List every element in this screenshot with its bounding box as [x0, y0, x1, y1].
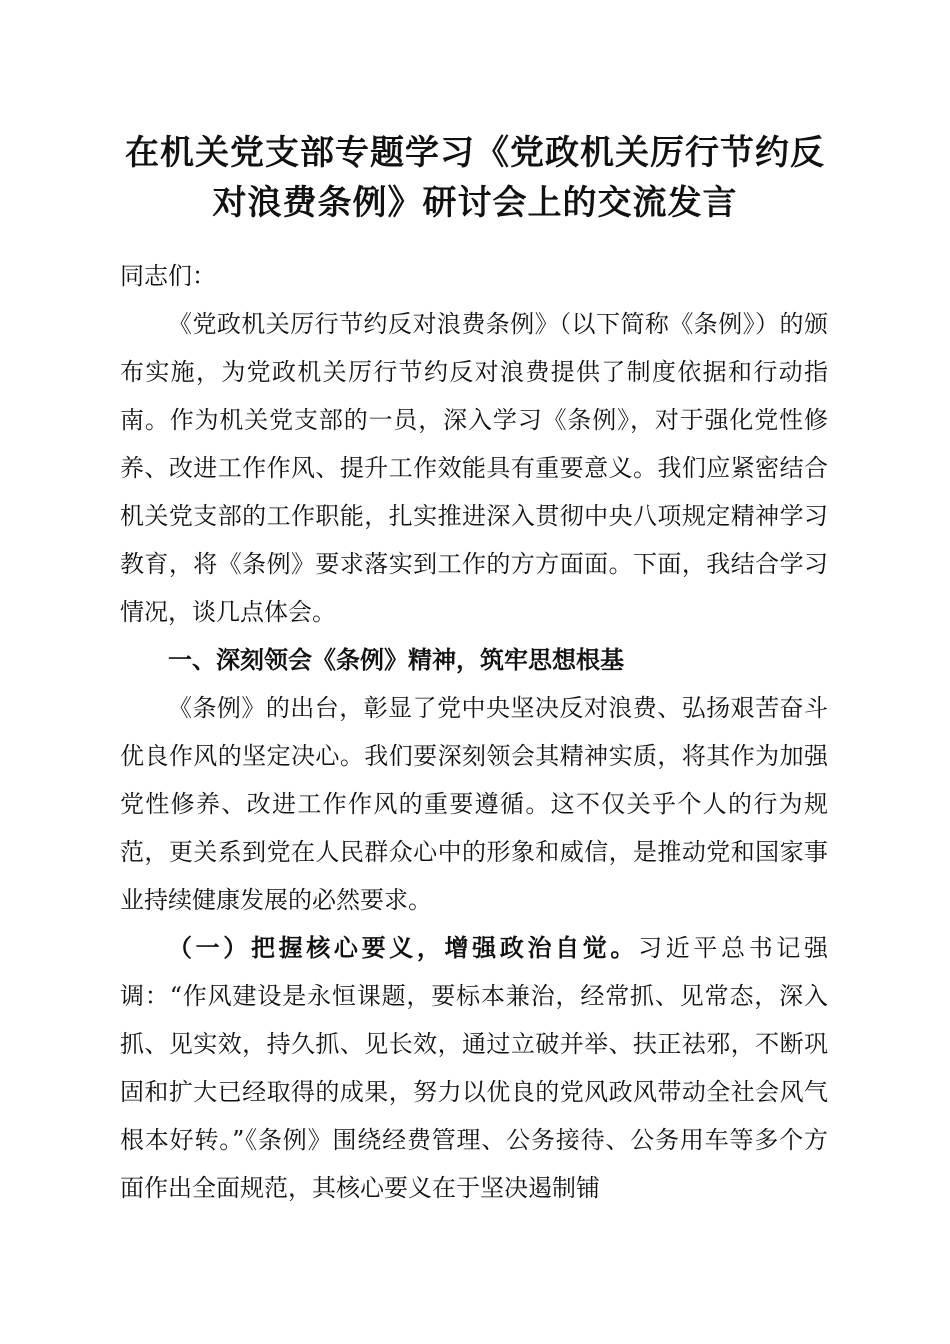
intro-paragraph: 《党政机关厉行节约反对浪费条例》（以下简称《条例》）的颁布实施，为党政机关厉行节约反对浪费提供了制度依据和行动指南。作为机关党支部的一员，深入学习《条例》，对于强化党性修养、改进工作作风、提升工作效能具有重要意义。我们应紧密结合机关党支部的工作职能，扎实推进深入贯彻中央八项规定精神学习教育，将《条例》要求落实到工作的方方面面。下面，我结合学习情况，谈几点体会。: [120, 310, 828, 626]
subsection-1-text: 习近平总书记强调：“作风建设是永恒课题，要标本兼治，经常抓、见常态，深入抓、见实效，持久抓、见长效，通过立破并举、扶正祛邪，不断巩固和扩大已经取得的成果，努力以优良的党风政风带动全社会风气根本好转。”《条例》围绕经费管理、公务接待、公务用车等多个方面作出全面规范，其核心要义在于坚决遏制铺: [120, 934, 829, 1202]
salutation: 同志们：: [120, 262, 216, 290]
section-1-paragraph: 《条例》的出台，彰显了党中央坚决反对浪费、弘扬艰苦奋斗优良作风的坚定决心。我们要深刻领会其精神实质，将其作为加强党性修养、改进工作作风的重要遵循。这不仅关乎个人的行为规范，更关系到党在人民群众心中的形象和威信，是推动党和国家事业持续健康发展的必然要求。: [120, 694, 828, 914]
section-heading-1: 一、深刻领会《条例》精神，筑牢思想根基: [168, 646, 624, 674]
title-line-2: 对浪费条例》研讨会上的交流发言: [212, 183, 738, 223]
title-line-1: 在机关党支部专题学习《党政机关厉行节约反: [125, 133, 825, 173]
document-body: [120, 252, 828, 1212]
subsection-1-paragraph: [120, 924, 828, 1212]
subsection-1-lead: （一）把握核心要义，增强政治自觉。: [168, 933, 639, 962]
document-title: [100, 128, 850, 228]
